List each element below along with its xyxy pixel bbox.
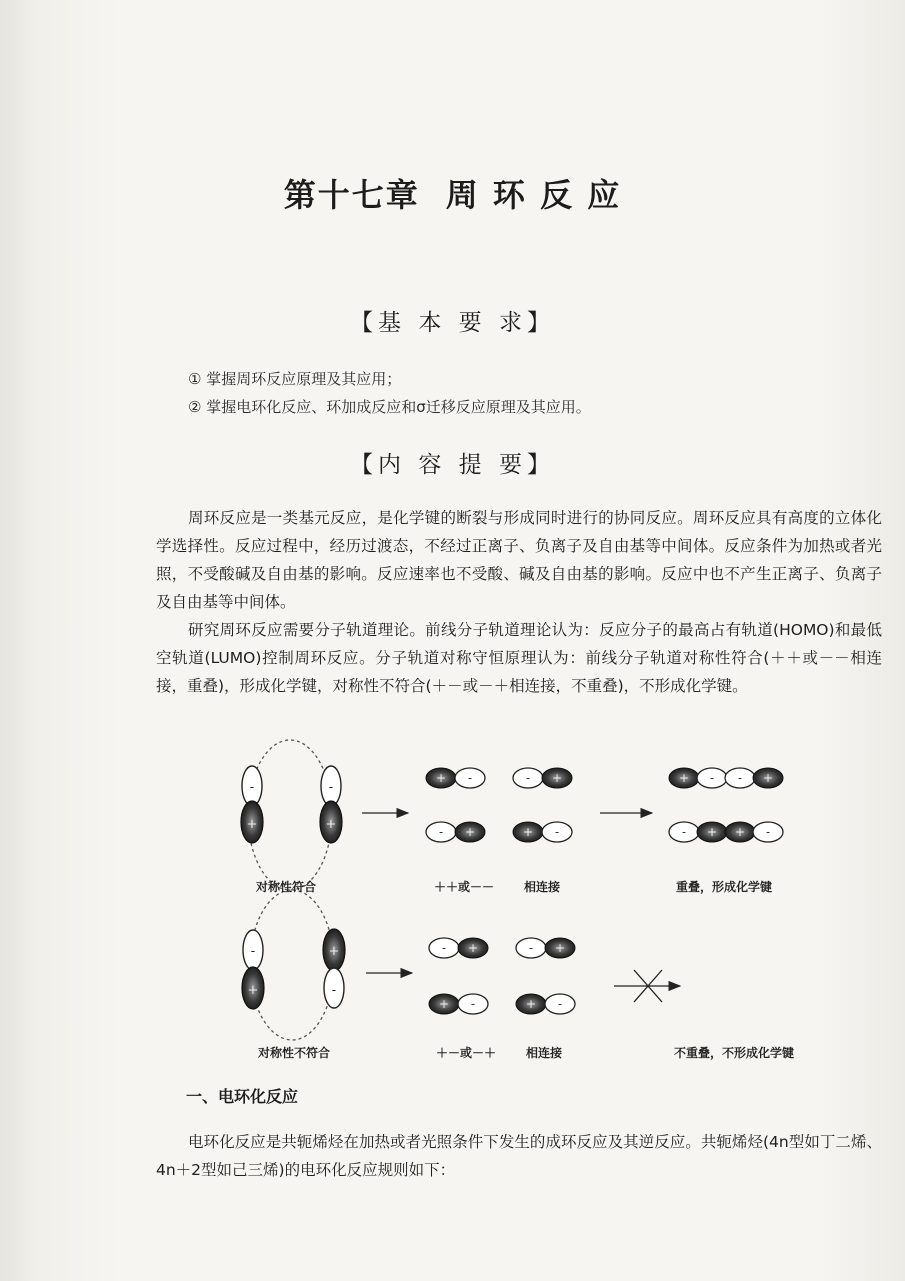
requirements-heading: 【基 本 要 求】 <box>350 310 555 336</box>
row1-right-bottom-plus: + <box>325 817 337 832</box>
row1-pair4-plus: + <box>522 825 534 839</box>
row1-bond-bot-plus-2: + <box>734 825 746 839</box>
chapter-name: 周 环 反 应 <box>445 176 622 214</box>
row2-pair2-minus: - <box>528 941 534 955</box>
row1-bond-bot-minus-2: - <box>765 825 771 839</box>
row2-pair3-plus: + <box>438 997 450 1011</box>
caption-row2-result: 不重叠，不形成化学键 <box>674 1046 795 1060</box>
row1-bond-bot-plus-1: + <box>706 825 718 839</box>
row1-left-bottom-plus: + <box>246 817 258 832</box>
row2-pair4-plus: + <box>525 997 537 1011</box>
row1-pair1-minus: - <box>467 771 473 785</box>
row2-left-bottom-plus: + <box>247 983 259 998</box>
chapter-number: 第十七章 <box>283 176 420 214</box>
row2-blocked-arrow <box>614 970 680 1002</box>
row2-pair4-minus: - <box>557 997 563 1011</box>
section-electrocyclic-heading: 一、电环化反应 <box>186 1087 299 1106</box>
row1-horizontal-orbitals <box>426 768 572 842</box>
caption-symmetry-allowed: 对称性符合 <box>256 880 317 894</box>
row1-pair2-minus: - <box>525 771 531 785</box>
row1-bond-top-plus-2: + <box>762 771 774 785</box>
row2-right-top-plus: + <box>328 944 340 959</box>
caption-symmetry-forbidden: 对称性不符合 <box>258 1046 331 1060</box>
section-electrocyclic-paragraph: 电环化反应是共轭烯烃在加热或者光照条件下发生的成环反应及其逆反应。共轭烯烃(4n型如丁二烯、4n＋2型如己三烯)的电环化反应规则如下： <box>156 1133 882 1179</box>
row1-bond-top-plus-1: + <box>678 771 690 785</box>
row2-pair1-minus: - <box>441 941 447 955</box>
row1-bond-bot-minus-1: - <box>681 825 687 839</box>
caption-row2-connect: 相连接 <box>526 1046 563 1060</box>
row2-pair3-minus: - <box>470 997 476 1011</box>
row1-pair3-plus: + <box>464 825 476 839</box>
requirement-item-1: ① 掌握周环反应原理及其应用； <box>188 370 402 388</box>
row1-right-top-minus: - <box>328 780 334 795</box>
caption-row1-result: 重叠，形成化学键 <box>676 880 773 894</box>
summary-paragraph-2: 研究周环反应需要分子轨道理论。前线分子轨道理论认为：反应分子的最高占有轨道(HOMO)和最低空轨道(LUMO)控制周环反应。分子轨道对称守恒原理认为：前线分子轨道对称性符合(＋＋或－－相连接，重叠)，形成化学键，对称性不符合(＋－或－＋相连接，不重叠)，不形成化学键。 <box>156 621 882 695</box>
row1-left-top-minus: - <box>249 780 255 795</box>
row2-right-bottom-minus: - <box>331 983 337 998</box>
row1-pair3-minus: - <box>438 825 444 839</box>
row2-vertical-orbitals <box>242 890 345 1040</box>
requirement-item-2: ② 掌握电环化反应、环加成反应和σ迁移反应原理及其应用。 <box>188 398 591 416</box>
row1-vertical-orbitals <box>241 740 342 890</box>
row1-bond-top-minus-1: - <box>709 771 715 785</box>
row1-pair4-minus: - <box>554 825 560 839</box>
caption-row1-signs: ＋＋或－－ <box>434 880 495 894</box>
row1-pair1-plus: + <box>435 771 447 785</box>
caption-row2-signs: ＋－或－＋ <box>436 1046 497 1060</box>
row2-pair1-plus: + <box>467 941 479 955</box>
summary-paragraph-1: 周环反应是一类基元反应，是化学键的断裂与形成同时进行的协同反应。周环反应具有高度的立体化学选择性。反应过程中，经历过渡态，不经过正离子、负离子及自由基等中间体。反应条件为加热或者光照，不受酸碱及自由基的影响。反应速率也不受酸、碱及自由基的影响。反应中也不产生正离子、负离子及自由基等中间体。 <box>156 509 882 611</box>
row1-bond-top-minus-2: - <box>737 771 743 785</box>
summary-heading: 【内 容 提 要】 <box>350 452 555 478</box>
caption-row1-connect: 相连接 <box>524 880 561 894</box>
row1-pair2-plus: + <box>551 771 563 785</box>
row1-bonded-orbitals <box>669 768 783 842</box>
row2-pair2-plus: + <box>554 941 566 955</box>
row2-left-top-minus: - <box>250 944 256 959</box>
row2-horizontal-orbitals <box>429 938 575 1014</box>
